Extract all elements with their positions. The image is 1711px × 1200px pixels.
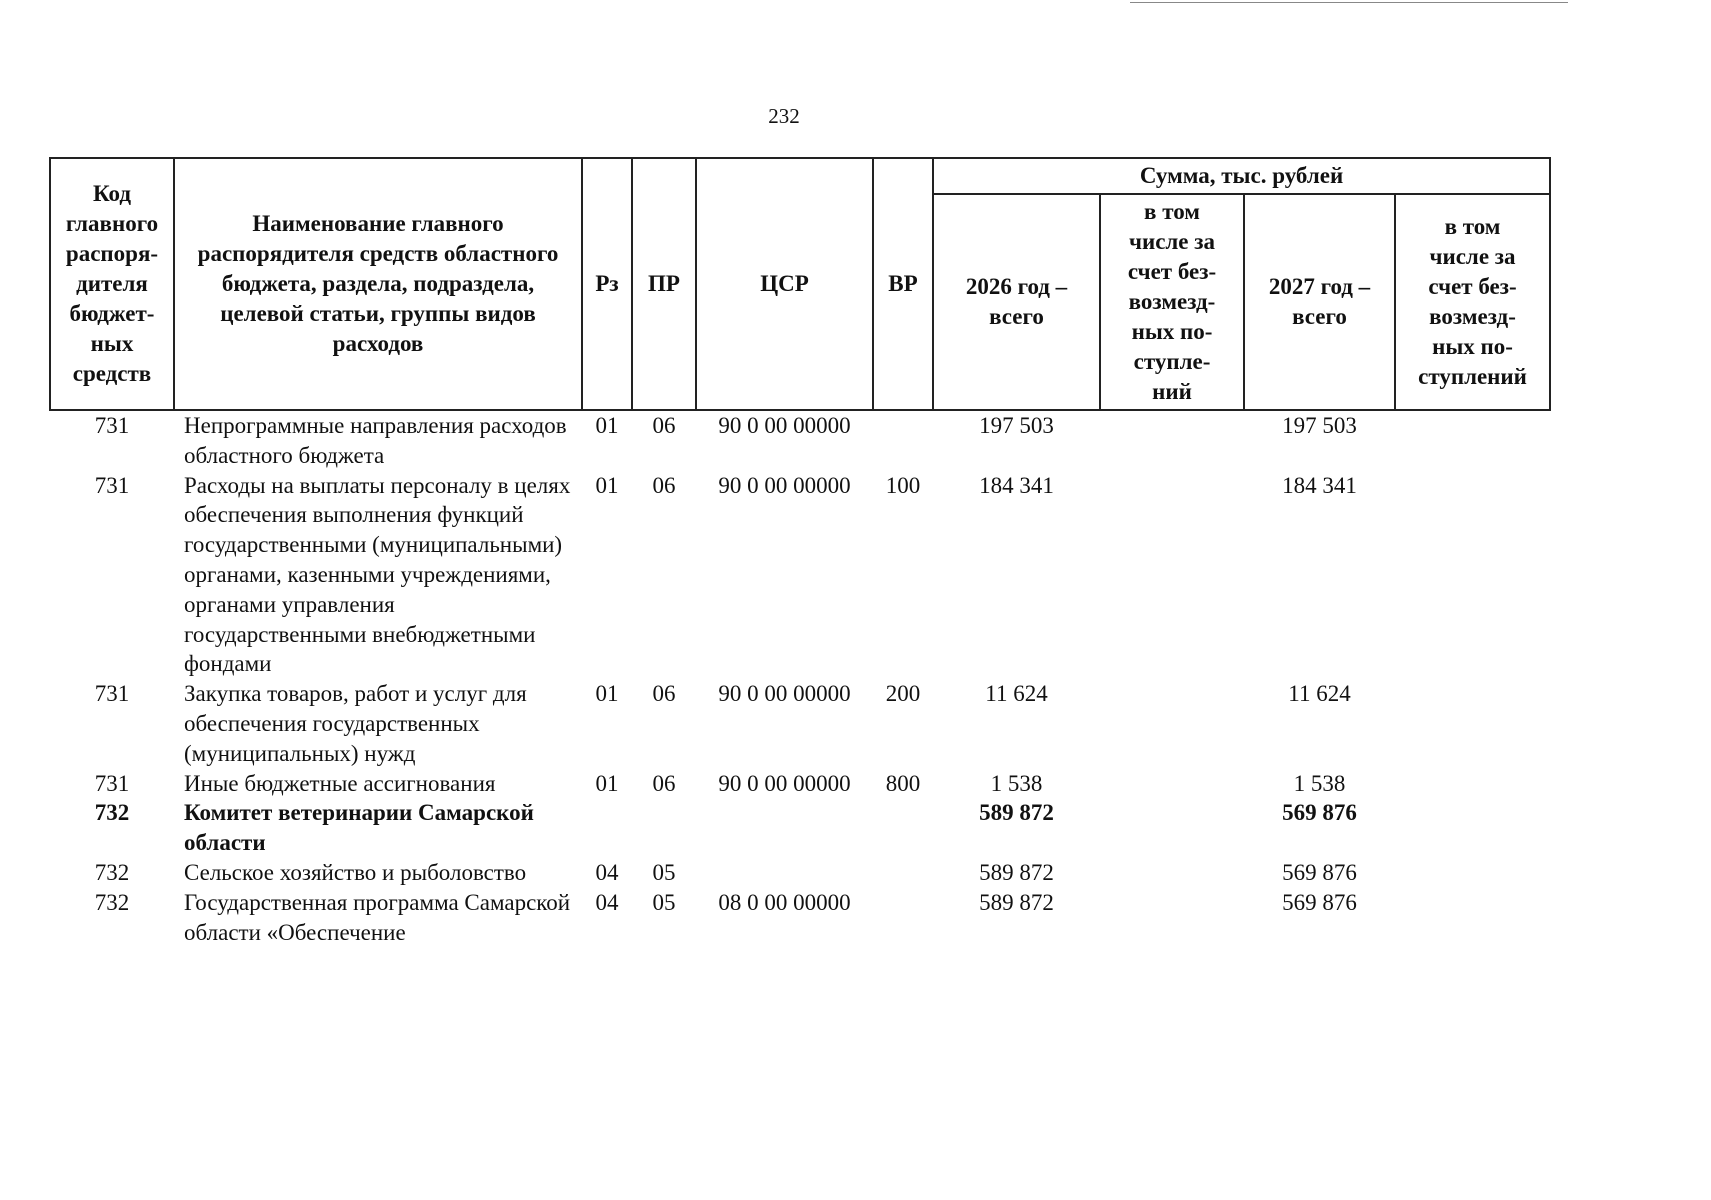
row-rz: 04 bbox=[595, 859, 619, 885]
row-code: 731 bbox=[94, 681, 130, 707]
row-free-2027 bbox=[1395, 858, 1550, 888]
row-name: Государственная программа Самарской области «Обеспечение bbox=[184, 889, 571, 945]
row-free-2027 bbox=[1395, 471, 1550, 680]
row-vr bbox=[873, 858, 933, 888]
row-name: Закупка товаров, работ и услуг для обеспечения государственных (муниципальных) нужд bbox=[184, 681, 527, 766]
row-free-2026 bbox=[1100, 798, 1244, 858]
header-code: Код главного распоря-дителя бюджет-ных средств bbox=[50, 158, 174, 410]
row-sum-2026: 1 538 bbox=[990, 770, 1043, 796]
row-name: Расходы на выплаты персоналу в целях обеспечения выполнения функций государственными (муниципальными) органами, казенными учреждениями, органами управления государственными внебюджетными фондами bbox=[184, 472, 571, 677]
row-free-2027 bbox=[1395, 798, 1550, 858]
row-csr: 90 0 00 00000 bbox=[718, 770, 851, 796]
row-name: Сельское хозяйство и рыболовство bbox=[184, 859, 527, 885]
row-free-2026 bbox=[1100, 410, 1244, 471]
row-csr bbox=[696, 798, 873, 858]
row-sum-2027: 197 503 bbox=[1282, 413, 1357, 438]
row-sum-2026: 589 872 bbox=[979, 889, 1054, 915]
row-vr: 800 bbox=[885, 770, 921, 796]
row-sum-2026: 589 872 bbox=[979, 859, 1054, 885]
row-csr: 90 0 00 00000 bbox=[718, 681, 851, 707]
row-free-2026 bbox=[1100, 471, 1244, 680]
header-vr: ВР bbox=[873, 158, 933, 410]
table-row bbox=[50, 858, 1550, 888]
row-sum-2026: 589 872 bbox=[979, 800, 1054, 826]
row-free-2027 bbox=[1395, 679, 1550, 768]
row-name: Комитет ветеринарии Самарской области bbox=[184, 800, 534, 856]
table-row bbox=[50, 679, 1550, 768]
top-rule bbox=[1130, 2, 1568, 3]
row-vr: 100 bbox=[885, 472, 921, 498]
table-row bbox=[50, 471, 1550, 680]
table-row bbox=[50, 888, 1550, 948]
row-csr bbox=[696, 858, 873, 888]
row-rz bbox=[582, 798, 632, 858]
row-free-2026 bbox=[1100, 888, 1244, 948]
table-body bbox=[50, 410, 1550, 947]
row-free-2026 bbox=[1100, 769, 1244, 799]
table-row bbox=[50, 410, 1550, 471]
header-csr: ЦСР bbox=[696, 158, 873, 410]
row-vr bbox=[873, 888, 933, 948]
row-sum-2027: 569 876 bbox=[1282, 859, 1357, 885]
row-rz: 01 bbox=[595, 770, 619, 796]
row-code: 732 bbox=[94, 800, 130, 826]
row-code: 731 bbox=[94, 770, 130, 796]
row-code: 731 bbox=[94, 472, 130, 498]
row-pr: 05 bbox=[652, 889, 676, 915]
row-pr: 05 bbox=[652, 859, 676, 885]
row-pr: 06 bbox=[652, 413, 676, 438]
header-sum-group: Сумма, тыс. рублей bbox=[933, 158, 1550, 194]
header-free-2026: в том числе за счет без-возмезд-ных по-ступле-ний bbox=[1100, 194, 1244, 410]
row-free-2027 bbox=[1395, 410, 1550, 471]
row-pr: 06 bbox=[652, 472, 676, 498]
row-free-2027 bbox=[1395, 888, 1550, 948]
table-row bbox=[50, 798, 1550, 858]
row-pr: 06 bbox=[652, 681, 676, 707]
row-code: 731 bbox=[94, 413, 130, 438]
row-code: 732 bbox=[94, 889, 130, 915]
row-sum-2027: 569 876 bbox=[1282, 800, 1357, 826]
row-sum-2027: 11 624 bbox=[1288, 681, 1351, 707]
header-pr: ПР bbox=[632, 158, 696, 410]
header-name: Наименование главного распорядителя средств областного бюджета, раздела, подраздела, целевой статьи, группы видов расходов bbox=[174, 158, 582, 410]
row-sum-2027: 184 341 bbox=[1282, 472, 1357, 498]
row-pr: 06 bbox=[652, 770, 676, 796]
row-free-2026 bbox=[1100, 679, 1244, 768]
row-vr bbox=[873, 410, 933, 471]
page-number: 232 bbox=[768, 104, 800, 128]
budget-table bbox=[49, 157, 1551, 947]
row-csr: 90 0 00 00000 bbox=[718, 413, 851, 438]
row-pr bbox=[632, 798, 696, 858]
row-rz: 01 bbox=[595, 413, 619, 438]
header-sum-2026: 2026 год – всего bbox=[933, 194, 1100, 410]
row-sum-2026: 11 624 bbox=[985, 681, 1048, 707]
row-name: Непрограммные направления расходов областного бюджета bbox=[184, 413, 567, 468]
row-free-2027 bbox=[1395, 769, 1550, 799]
row-csr: 90 0 00 00000 bbox=[718, 472, 851, 498]
header-rz: Рз bbox=[582, 158, 632, 410]
row-name: Иные бюджетные ассигнования bbox=[184, 770, 496, 796]
row-code: 732 bbox=[94, 859, 130, 885]
row-sum-2027: 569 876 bbox=[1282, 889, 1357, 915]
row-sum-2026: 197 503 bbox=[979, 413, 1054, 438]
table-header bbox=[50, 158, 1550, 410]
header-sum-2027: 2027 год – всего bbox=[1244, 194, 1395, 410]
row-rz: 01 bbox=[595, 472, 619, 498]
row-vr bbox=[873, 798, 933, 858]
row-csr: 08 0 00 00000 bbox=[718, 889, 851, 915]
row-rz: 01 bbox=[595, 681, 619, 707]
row-free-2026 bbox=[1100, 858, 1244, 888]
row-sum-2027: 1 538 bbox=[1293, 770, 1346, 796]
row-vr: 200 bbox=[885, 681, 921, 707]
row-rz: 04 bbox=[595, 889, 619, 915]
row-sum-2026: 184 341 bbox=[979, 472, 1054, 498]
table-row bbox=[50, 769, 1550, 799]
header-free-2027: в том числе за счет без-возмезд-ных по-ступлений bbox=[1395, 194, 1550, 410]
